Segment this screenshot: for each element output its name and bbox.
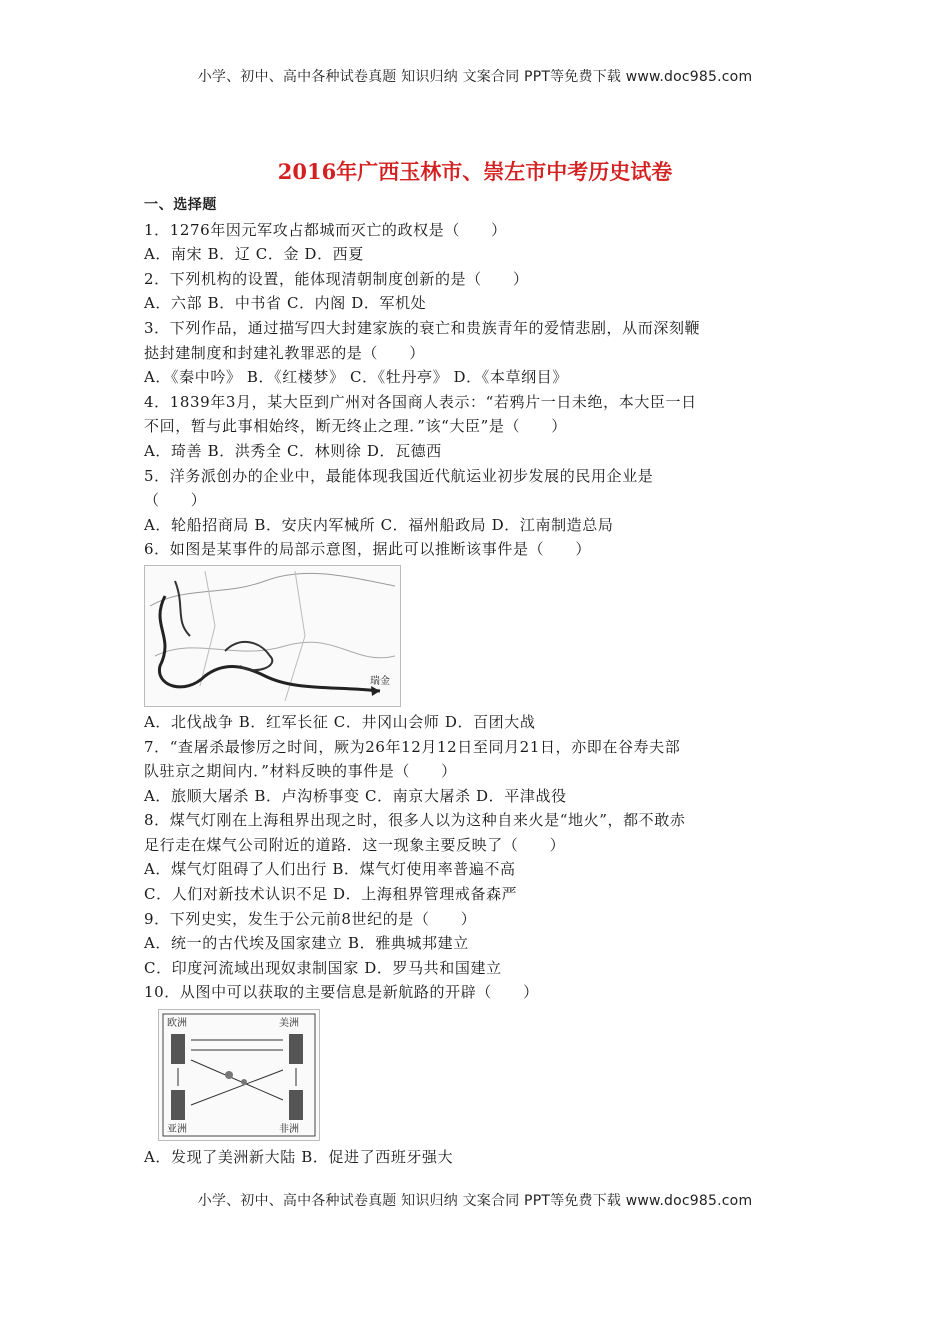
question-1: 1．1276年因元军攻占都城而灭亡的政权是（ ） xyxy=(144,220,507,239)
page-header: 小学、初中、高中各种试卷真题 知识归纳 文案合同 PPT等免费下载 www.doc985.com xyxy=(197,69,753,85)
question-2-options: A．六部 B．中书省 C．内阁 D．军机处 xyxy=(144,294,427,313)
europe-figure xyxy=(171,1034,185,1064)
question-4-line-2: 不回，暂与此事相始终，断无终止之理．”该“大臣”是（ ） xyxy=(144,417,567,436)
asia-figure xyxy=(171,1090,185,1120)
europe-label: 欧洲 xyxy=(167,1018,187,1030)
trade-route-image xyxy=(159,1010,319,1140)
question-10-options-ab: A．发现了美洲新大陆 B．促进了西班牙强大 xyxy=(144,1148,454,1167)
question-9-options-ab: A．统一的古代埃及国家建立 B．雅典城邦建立 xyxy=(144,934,469,953)
question-5-options: A．轮船招商局 B．安庆内军械所 C．福州船政局 D．江南制造总局 xyxy=(144,515,614,534)
america-label: 美洲 xyxy=(279,1018,299,1030)
question-8-line-2: 足行走在煤气公司附近的道路．这一现象主要反映了（ ） xyxy=(144,835,566,854)
ruijin-label: 瑞金 xyxy=(370,675,390,687)
section-heading: 一、选择题 xyxy=(144,197,217,213)
question-10: 10．从图中可以获取的主要信息是新航路的开辟（ ） xyxy=(144,983,539,1002)
page-title: 2016年广西玉林市、崇左市中考历史试卷 xyxy=(277,159,673,184)
question-7-options: A．旅顺大屠杀 B．卢沟桥事变 C．南京大屠杀 D．平津战役 xyxy=(144,786,567,805)
route-map-image xyxy=(145,566,400,706)
question-2: 2．下列机构的设置，能体现清朝制度创新的是（ ） xyxy=(144,269,529,288)
africa-label: 非洲 xyxy=(279,1124,299,1136)
question-7-line-2: 队驻京之期间内．”材料反映的事件是（ ） xyxy=(144,762,457,781)
question-8-options-ab: A．煤气灯阻碍了人们出行 B．煤气灯使用率普遍不高 xyxy=(144,860,516,879)
page-footer: 小学、初中、高中各种试卷真题 知识归纳 文案合同 PPT等免费下载 www.doc985.com xyxy=(197,1193,753,1209)
question-4-line-1: 4．1839年3月，某大臣到广州对各国商人表示：“若鸦片一日未绝，本大臣一日 xyxy=(144,392,697,411)
africa-figure xyxy=(289,1090,303,1120)
triangle-trade-figure xyxy=(158,1009,320,1141)
question-1-options: A．南宋 B．辽 C．金 D．西夏 xyxy=(144,245,364,264)
america-figure xyxy=(289,1034,303,1064)
long-march-map-figure xyxy=(144,565,401,707)
question-3-line-2: 挞封建制度和封建礼教罪恶的是（ ） xyxy=(144,343,425,362)
exam-content xyxy=(144,193,824,1170)
question-6: 6．如图是某事件的局部示意图，据此可以推断该事件是（ ） xyxy=(144,540,591,559)
question-8-line-1: 8．煤气灯刚在上海租界出现之时，很多人以为这种自来火是“地火”，都不敢赤 xyxy=(144,811,686,830)
question-7-line-1: 7．“查屠杀最惨厉之时间，厥为26年12月12日至同月21日，亦即在谷寿夫部 xyxy=(144,737,681,756)
question-5-line-2: （ ） xyxy=(144,491,207,510)
question-3-line-1: 3．下列作品，通过描写四大封建家族的衰亡和贵族青年的爱情悲剧，从而深刻鞭 xyxy=(144,318,701,337)
question-9-options-cd: C．印度河流域出现奴隶制国家 D．罗马共和国建立 xyxy=(144,958,502,977)
question-8-options-cd: C．人们对新技术认识不足 D．上海租界管理戒备森严 xyxy=(144,885,518,904)
asia-label: 亚洲 xyxy=(167,1124,187,1136)
question-3-options: A．《秦中吟》 B．《红楼梦》 C．《牡丹亭》 D．《本草纲目》 xyxy=(144,368,568,387)
question-9: 9．下列史实，发生于公元前8世纪的是（ ） xyxy=(144,909,477,928)
question-4-options: A．琦善 B．洪秀全 C．林则徐 D．瓦德西 xyxy=(144,441,442,460)
question-5-line-1: 5．洋务派创办的企业中，最能体现我国近代航运业初步发展的民用企业是 xyxy=(144,466,654,485)
question-6-options: A．北伐战争 B．红军长征 C．井冈山会师 D．百团大战 xyxy=(144,712,536,731)
